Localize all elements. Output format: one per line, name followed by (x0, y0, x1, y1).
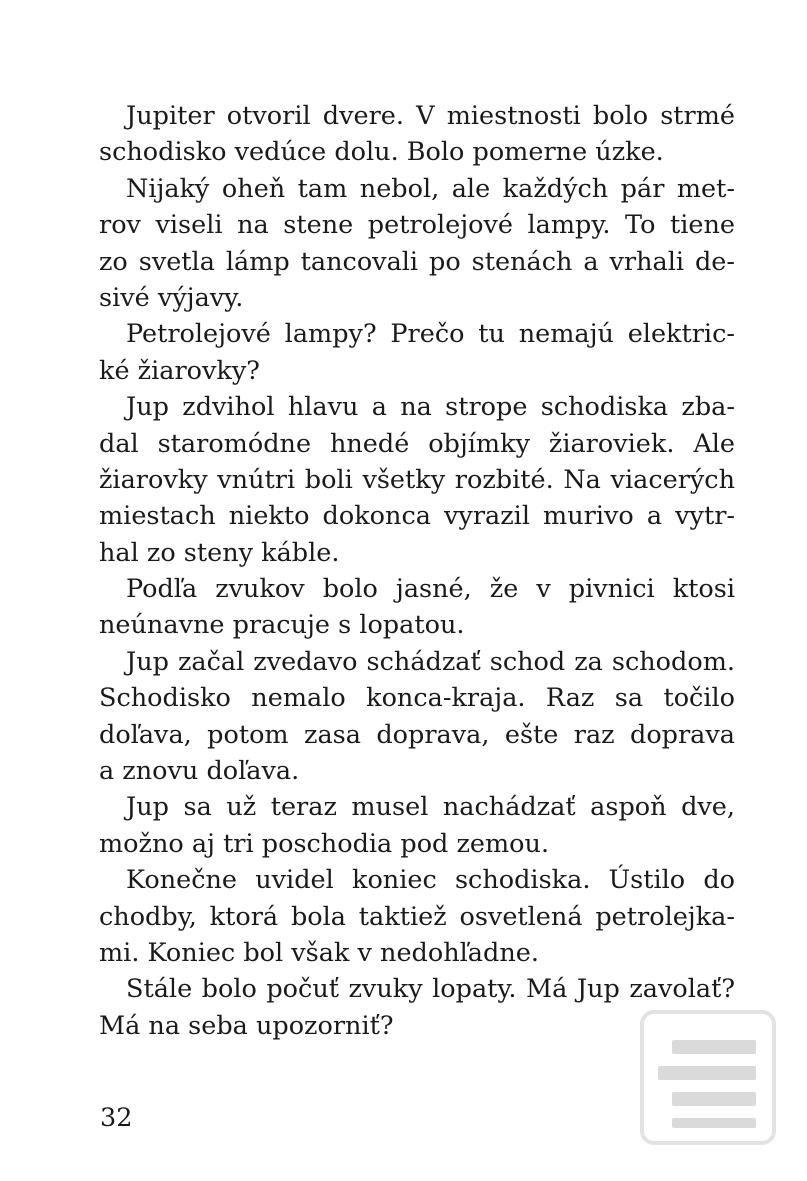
text-line: schodisko vedúce dolu. Bolo pomerne úzke. (99, 137, 664, 168)
text-line: ké žiarovky? (99, 355, 260, 386)
text-line: Jup začal zvedavo schádzať schod za schodom. (126, 646, 735, 677)
paragraph (99, 862, 735, 971)
book-stack-icon (640, 1010, 776, 1145)
text-line: Jup sa už teraz musel nachádzať aspoň dve, (126, 792, 735, 823)
text-line: neúnavne pracuje s lopatou. (99, 610, 465, 641)
text-line: doľava, potom zasa doprava, ešte raz doprava (99, 719, 735, 750)
text-line: možno aj tri poschodia pod zemou. (99, 828, 550, 859)
text-line: Jupiter otvoril dvere. V miestnosti bolo strmé (126, 101, 735, 131)
text-line: chodby, ktorá bola taktiež osvetlená petrolejka- (99, 901, 735, 932)
text-line: a znovu doľava. (99, 756, 300, 787)
text-line: miestach niekto dokonca vyrazil murivo a vytr- (99, 501, 735, 532)
text-line: Konečne uvidel koniec schodiska. Ústilo do (126, 865, 735, 896)
paragraph (99, 644, 735, 790)
text-line: žiarovky vnútri boli všetky rozbité. Na viacerých (99, 464, 735, 495)
text-line: dal staromódne hnedé objímky žiaroviek. Ale (99, 428, 735, 459)
page-body (99, 98, 735, 1044)
text-line: Petrolejové lampy? Prečo tu nemajú elektric- (126, 319, 735, 350)
paragraph (99, 171, 735, 317)
text-line: Jup zdvihol hlavu a na strope schodiska zba- (126, 392, 735, 423)
page-number: 32 (100, 1103, 133, 1133)
text-line: zo svetla lámp tancovali po stenách a vrhali de- (99, 246, 735, 277)
text-line: mi. Koniec bol však v nedohľadne. (99, 937, 539, 968)
paragraph (99, 98, 735, 171)
text-line: Podľa zvukov bolo jasné, že v pivnici ktosi (126, 574, 735, 605)
text-line: Schodisko nemalo konca-kraja. Raz sa točilo (99, 683, 735, 714)
paragraph (99, 316, 735, 389)
paragraph (99, 571, 735, 644)
text-line: hal zo steny káble. (99, 537, 340, 568)
paragraph (99, 389, 735, 571)
text-line: Má na seba upozorniť? (99, 1010, 394, 1041)
text-line: sivé výjavy. (99, 282, 244, 313)
paragraph (99, 789, 735, 862)
text-line: Nijaký oheň tam nebol, ale každých pár met- (126, 173, 735, 204)
text-line: rov viseli na stene petrolejové lampy. To tiene (99, 210, 735, 241)
text-line: Stále bolo počuť zvuky lopaty. Má Jup zavolať? (126, 974, 735, 1005)
